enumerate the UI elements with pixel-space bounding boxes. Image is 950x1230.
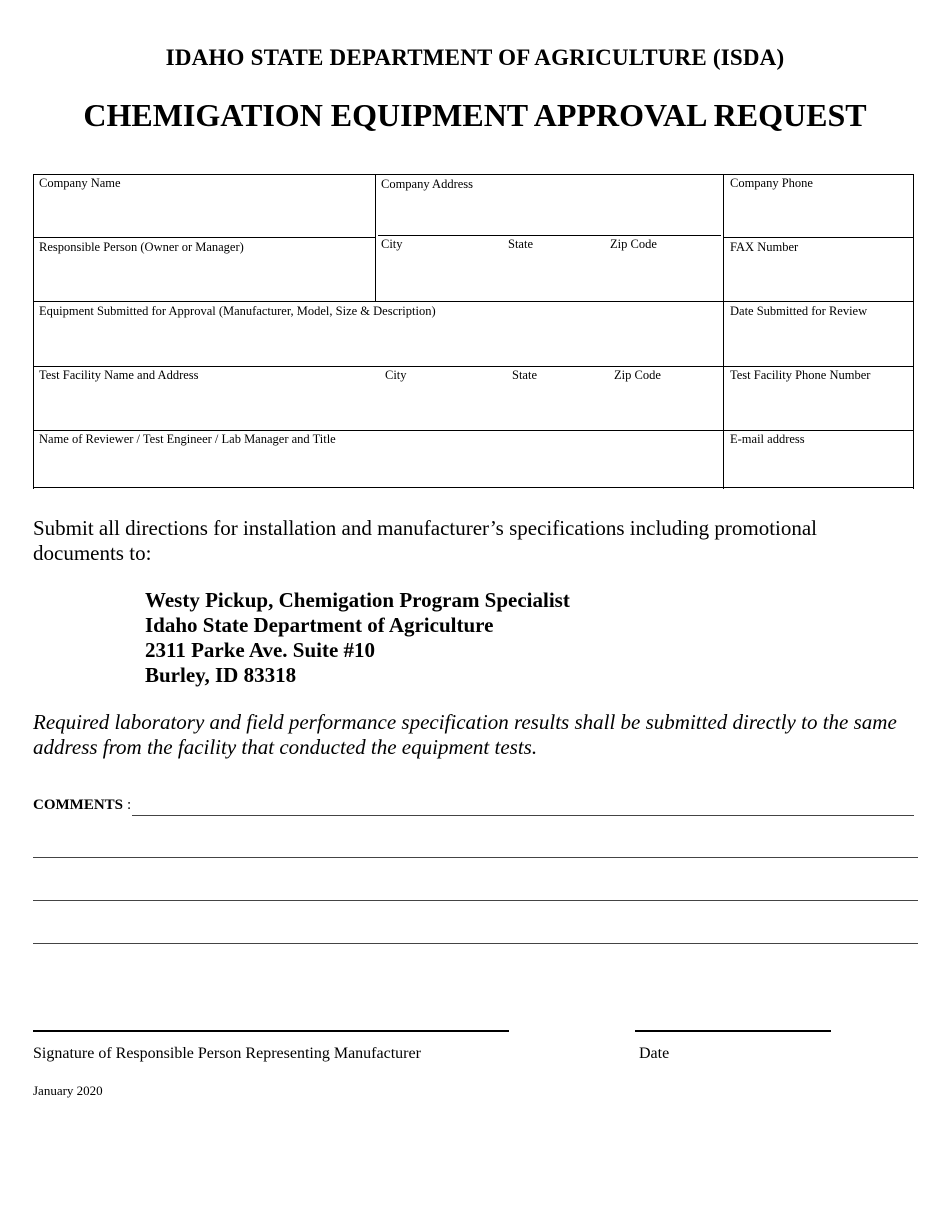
email-field[interactable]: E-mail address — [730, 432, 805, 446]
reviewer-field[interactable]: Name of Reviewer / Test Engineer / Lab Manager and Title — [39, 432, 336, 446]
fax-number-field[interactable]: FAX Number — [730, 240, 799, 254]
submission-instructions: Submit all directions for installation and manufacturer’s specifications including promotional documents to: — [33, 516, 818, 565]
company-name-field[interactable]: Company Name — [39, 176, 121, 190]
company-city-field[interactable]: City — [381, 237, 403, 251]
comments-line-2[interactable] — [33, 857, 918, 858]
date-submitted-field[interactable]: Date Submitted for Review — [730, 304, 868, 318]
responsible-person-field[interactable]: Responsible Person (Owner or Manager) — [39, 240, 244, 254]
test-facility-city-field[interactable]: City — [385, 368, 407, 382]
test-facility-state-field[interactable]: State — [512, 368, 537, 382]
company-phone-field[interactable]: Company Phone — [730, 176, 813, 190]
revision-date: January 2020 — [33, 1083, 103, 1098]
test-facility-zip-field[interactable]: Zip Code — [614, 368, 661, 382]
date-line[interactable] — [635, 1030, 831, 1032]
comments-line-3[interactable] — [33, 900, 918, 901]
lab-results-note: Required laboratory and field performance specification results shall be submitted directly to the same address from the facility that conducted the equipment tests. — [33, 710, 897, 759]
test-facility-phone-field[interactable]: Test Facility Phone Number — [730, 368, 871, 382]
address-line-2: Idaho State Department of Agriculture — [145, 613, 494, 637]
date-label: Date — [639, 1045, 670, 1062]
comments-line-1[interactable] — [132, 815, 914, 816]
address-line-1: Westy Pickup, Chemigation Program Specialist — [145, 588, 570, 612]
comments-colon: : — [127, 797, 132, 813]
test-facility-field[interactable]: Test Facility Name and Address — [39, 368, 199, 382]
form-title: CHEMIGATION EQUIPMENT APPROVAL REQUEST — [83, 97, 867, 133]
comments-label: COMMENTS — [33, 797, 123, 813]
signature-line[interactable] — [33, 1030, 509, 1032]
company-address-field[interactable]: Company Address — [381, 177, 474, 191]
company-zip-field[interactable]: Zip Code — [610, 237, 657, 251]
address-line-4: Burley, ID 83318 — [145, 663, 297, 687]
equipment-submitted-field[interactable]: Equipment Submitted for Approval (Manufacturer, Model, Size & Description) — [39, 304, 436, 318]
company-state-field[interactable]: State — [508, 237, 533, 251]
signature-label: Signature of Responsible Person Representing Manufacturer — [33, 1045, 421, 1062]
address-line-3: 2311 Parke Ave. Suite #10 — [145, 638, 376, 662]
agency-heading: IDAHO STATE DEPARTMENT OF AGRICULTURE (ISDA) — [165, 45, 785, 70]
comments-line-4[interactable] — [33, 943, 918, 944]
mailing-address — [145, 588, 570, 688]
